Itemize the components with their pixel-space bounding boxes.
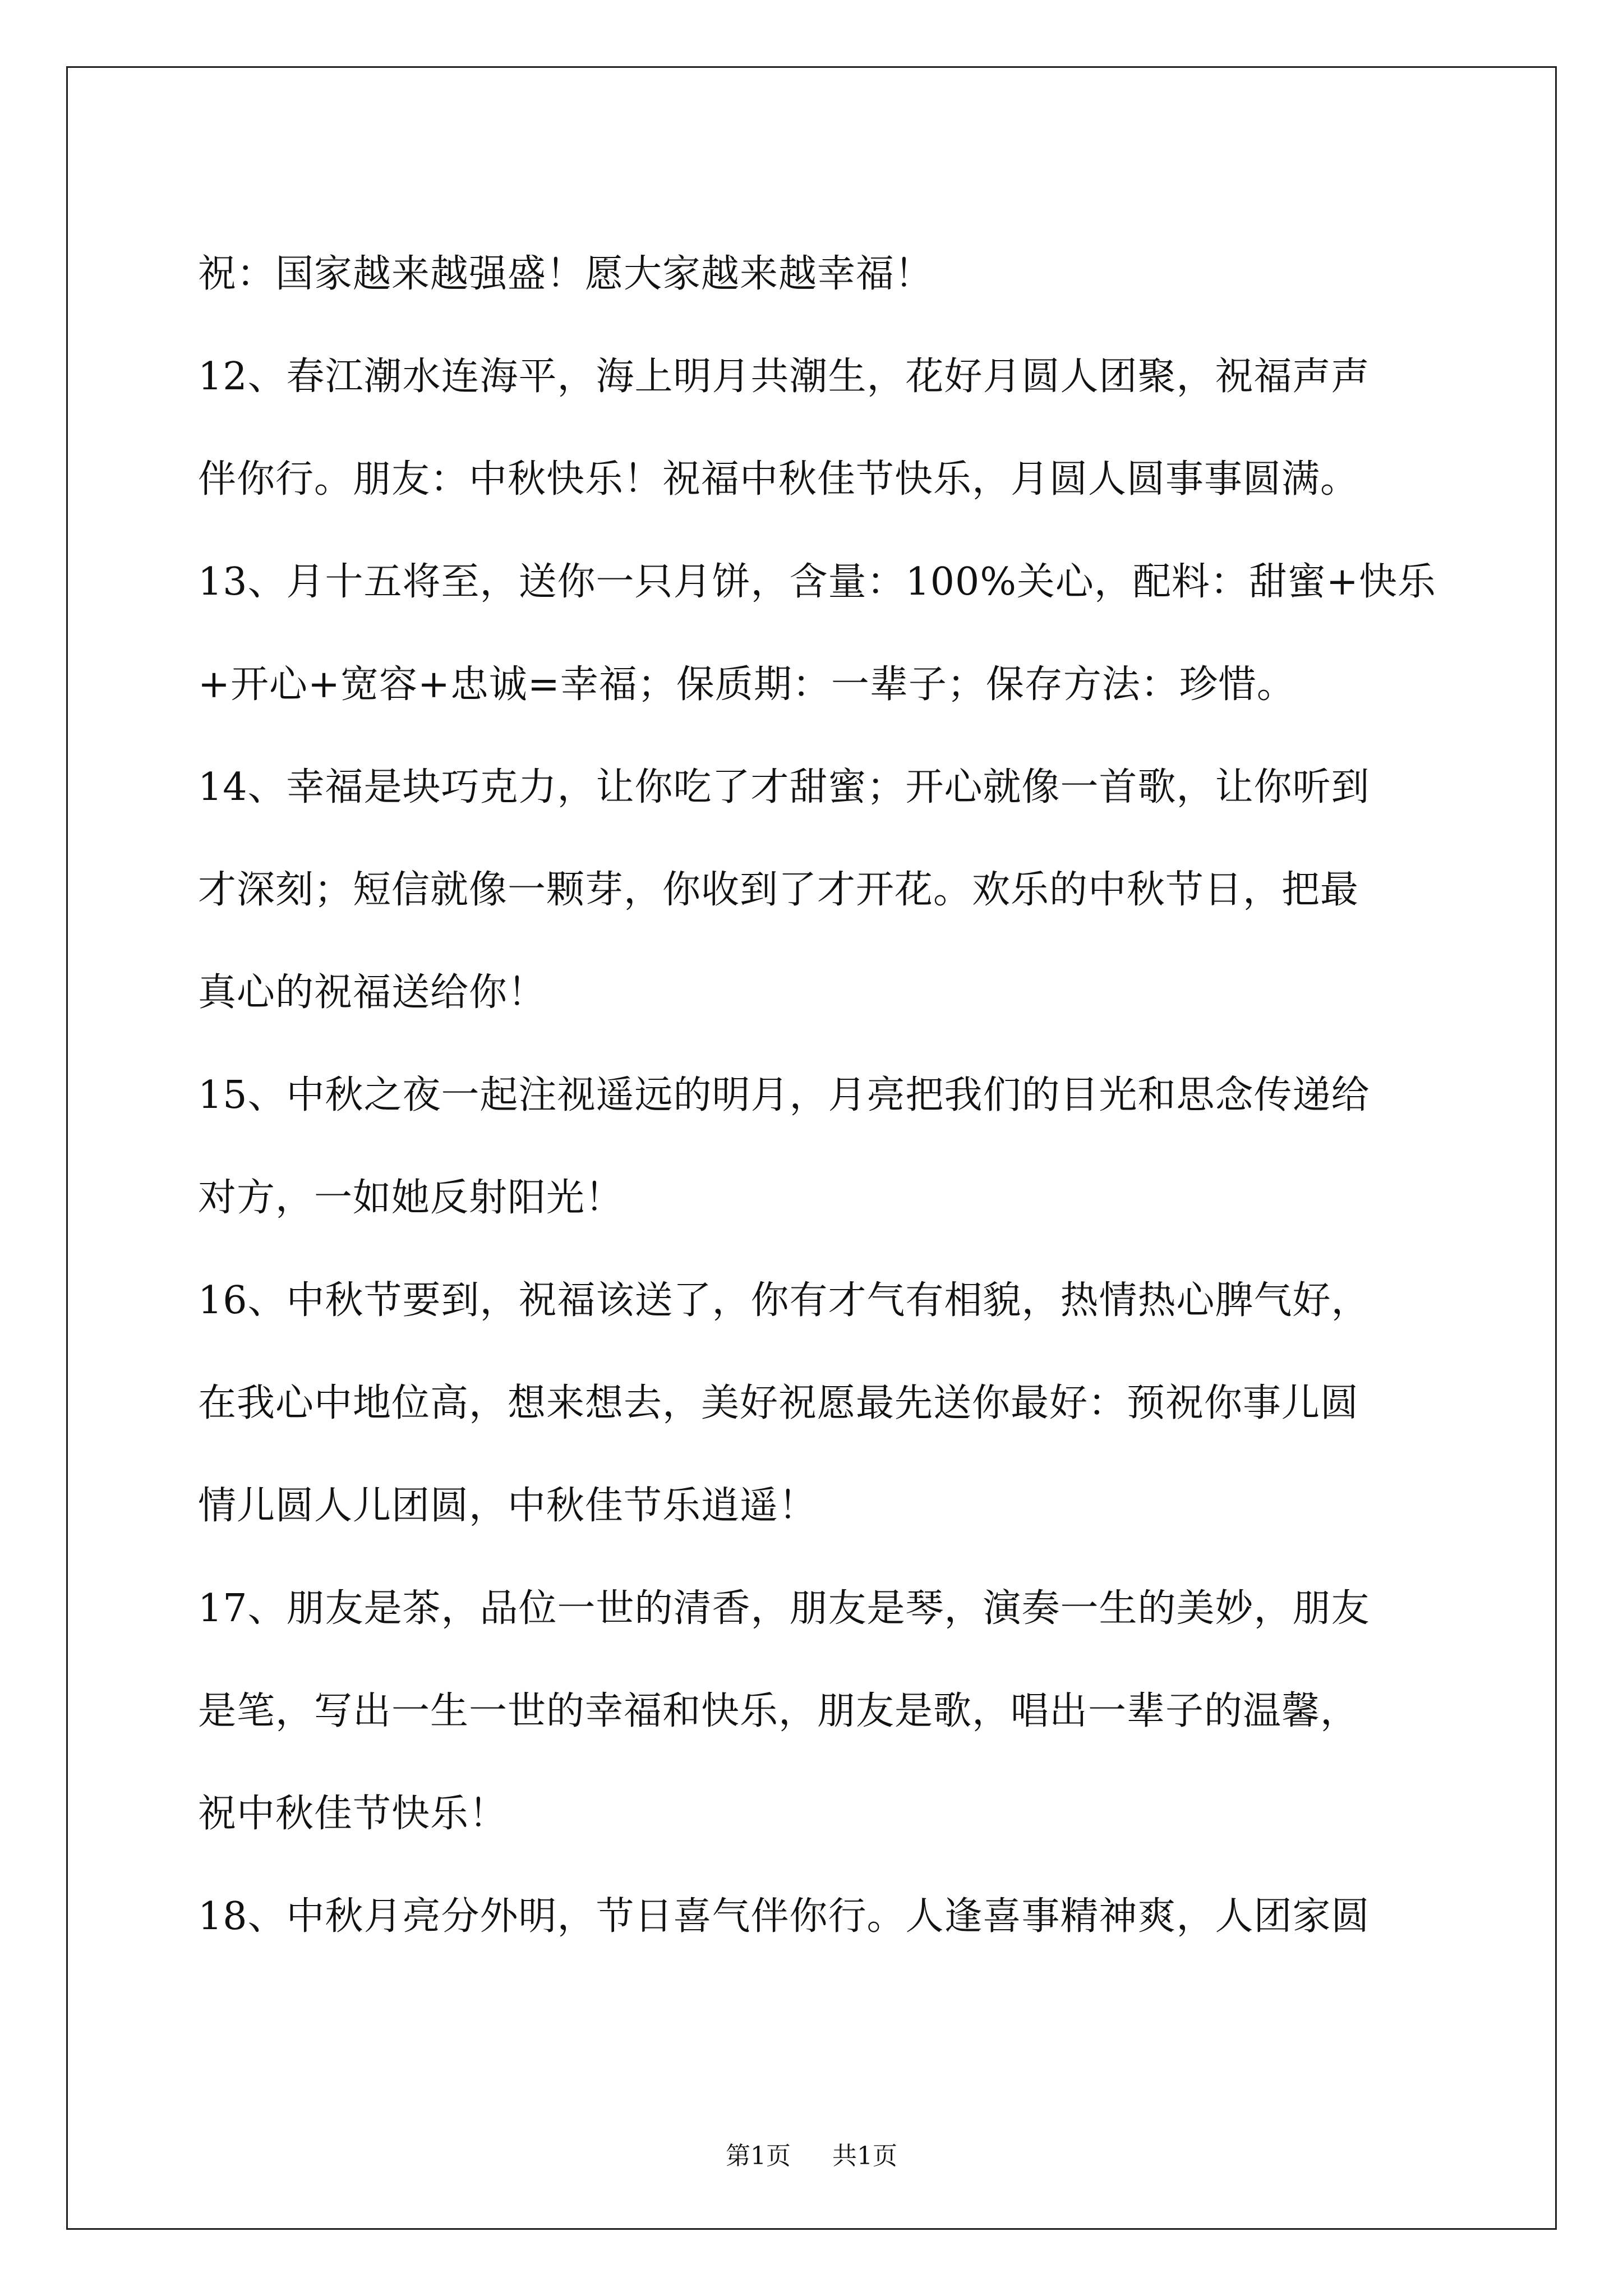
text-line: 12、春江潮水连海平，海上明月共潮生，花好月圆人团聚，祝福声声 xyxy=(198,355,1370,399)
text-line: 伴你行。朋友：中秋快乐！祝福中秋佳节快乐，月圆人圆事事圆满。 xyxy=(198,457,1359,501)
text-line: 是笔，写出一生一世的幸福和快乐，朋友是歌，唱出一辈子的温馨， xyxy=(198,1689,1359,1733)
text-line: 16、中秋节要到，祝福该送了，你有才气有相貌，热情热心脾气好， xyxy=(198,1278,1370,1323)
page-number: 第1页 xyxy=(726,2142,791,2170)
page-total: 共1页 xyxy=(832,2142,897,2170)
text-line: 对方，一如她反射阳光！ xyxy=(198,1176,624,1220)
text-line: 17、朋友是茶，品位一世的清香，朋友是琴，演奏一生的美妙，朋友 xyxy=(198,1586,1370,1631)
text-line: 祝：国家越来越强盛！愿大家越来越幸福！ xyxy=(198,252,934,296)
text-line: 在我心中地位高，想来想去，美好祝愿最先送你最好：预祝你事儿圆 xyxy=(198,1381,1359,1425)
document-body xyxy=(198,223,1437,1968)
text-line: 才深刻；短信就像一颗芽，你收到了才开花。欢乐的中秋节日，把最 xyxy=(198,868,1359,912)
text-line: 情儿圆人儿团圆，中秋佳节乐逍遥！ xyxy=(198,1484,818,1528)
text-line: 15、中秋之夜一起注视遥远的明月，月亮把我们的目光和思念传递给 xyxy=(198,1073,1370,1117)
text-line: 14、幸福是块巧克力，让你吃了才甜蜜；开心就像一首歌，让你听到 xyxy=(198,765,1370,809)
page-footer xyxy=(0,2139,1623,2173)
text-line: 18、中秋月亮分外明，节日喜气伴你行。人逢喜事精神爽，人团家圆 xyxy=(198,1894,1370,1939)
text-line: +开心+宽容+忠诚=幸福；保质期：一辈子；保存方法：珍惜。 xyxy=(198,662,1295,707)
text-line: 13、月十五将至，送你一只月饼，含量：100%关心，配料：甜蜜+快乐 xyxy=(198,560,1436,604)
text-line: 真心的祝福送给你！ xyxy=(198,970,547,1015)
text-line: 祝中秋佳节快乐！ xyxy=(198,1792,508,1836)
